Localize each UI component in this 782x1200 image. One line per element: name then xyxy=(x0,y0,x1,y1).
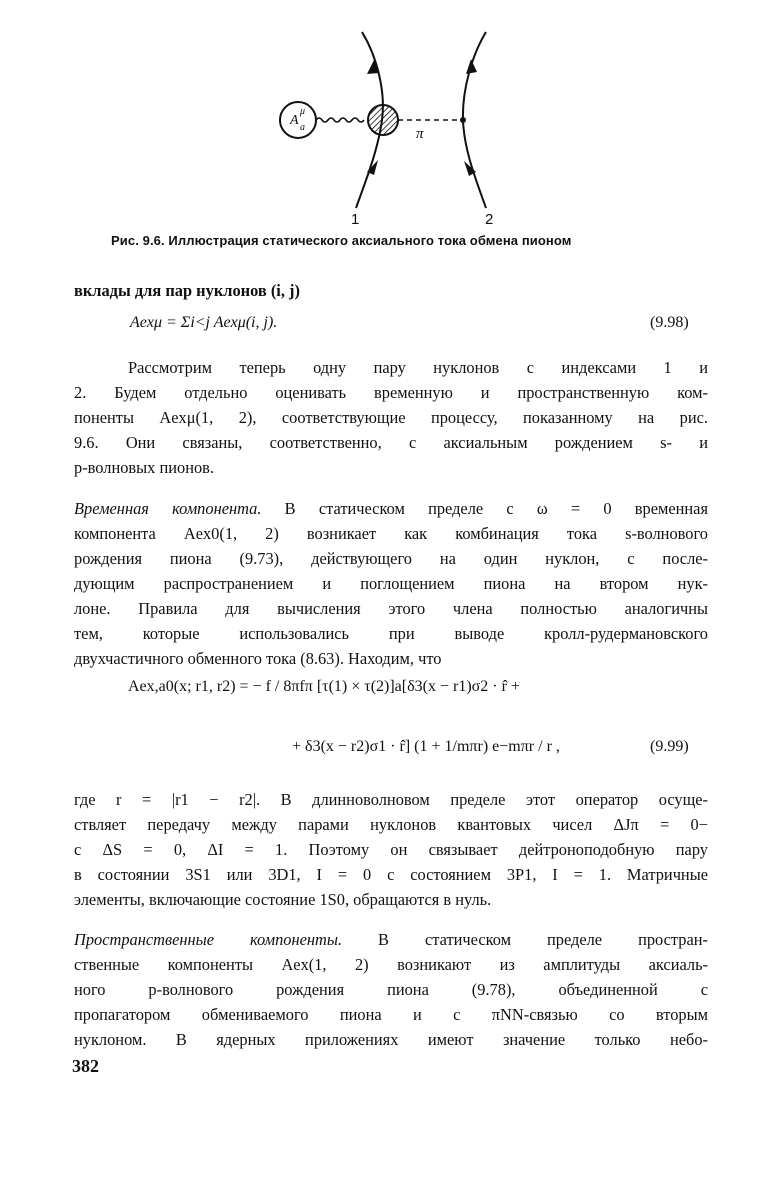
feynman-diagram-figure xyxy=(250,30,550,228)
text-line: дующим распространением и поглощением пиона на втором нук- xyxy=(74,574,708,593)
text-line: 2. Будем отдельно оценивать временную и пространственную ком- xyxy=(74,383,708,402)
text-line: тем, которые использовались при выводе кролл-рудермановского xyxy=(74,624,708,643)
equation-number-9-98: (9.98) xyxy=(650,314,689,331)
equation-9-99-line-2: + δ3(x − r2)σ1 · r̂] (1 + 1/mπr) e−mπr / r , xyxy=(292,738,560,755)
text-line: p-волновых пионов. xyxy=(74,458,214,477)
text-line: нуклоном. В ядерных приложениях имеют значение только небо- xyxy=(74,1030,708,1049)
text-line: ного p-волнового рождения пиона (9.78), объединенной с xyxy=(74,980,708,999)
text-line: поненты Aexμ(1, 2), соответствующие процессу, показанному на рис. xyxy=(74,408,708,427)
section-heading-line xyxy=(74,496,708,521)
equation-9-98: Aexμ = Σi<j Aexμ(i, j). xyxy=(130,314,278,331)
diagram-svg xyxy=(250,30,550,228)
text-line: где r = |r1 − r2|. В длинноволновом пределе этот оператор осуще- xyxy=(74,790,708,809)
text-line: двухчастичного обменного тока (8.63). Находим, что xyxy=(74,649,442,668)
text-line: 9.6. Они связаны, соответственно, с аксиальным рождением s- и xyxy=(74,433,708,452)
axial-wavy-line xyxy=(316,118,364,122)
source-label-mu: μ xyxy=(300,106,306,117)
section-heading: Пространственные компоненты. xyxy=(74,930,343,949)
nucleon-2-label: 2 xyxy=(485,211,494,228)
section-heading: Временная компонента. xyxy=(74,499,262,518)
section-heading-line xyxy=(74,927,708,952)
equation-number-9-99: (9.99) xyxy=(650,738,689,755)
hatched-vertex xyxy=(368,105,398,135)
text-line: вклады для пар нуклонов (i, j) xyxy=(74,281,300,300)
pion-vertex-dot xyxy=(460,117,466,123)
text-line: ствляет передачу между парами нуклонов квантовых чисел ΔJπ = 0− xyxy=(74,815,708,834)
text-line: лоне. Правила для вычисления этого члена полностью аналогичны xyxy=(74,599,708,618)
source-label-a: A xyxy=(290,113,299,128)
nucleon-1-label: 1 xyxy=(351,211,360,228)
text-line: рождения пиона (9.73), действующего на один нуклон, с после- xyxy=(74,549,708,568)
section-text: В статическом пределе простран- xyxy=(342,930,708,949)
text-line: компонента Aex0(1, 2) возникает как комбинация тока s-волнового xyxy=(74,524,708,543)
text-line: с ΔS = 0, ΔI = 1. Поэтому он связывает дейтроноподобную пару xyxy=(74,840,708,859)
text-line: в состоянии 3S1 или 3D1, I = 0 с состоянием 3P1, I = 1. Матричные xyxy=(74,865,708,884)
section-text: В статическом пределе с ω = 0 временная xyxy=(261,499,708,518)
source-label-a-sub: a xyxy=(300,122,305,133)
text-line: пропагатором обмениваемого пиона и с πNN-связью со вторым xyxy=(74,1005,708,1024)
text-line: элементы, включающие состояние 1S0, обращаются в нуль. xyxy=(74,890,492,909)
figure-caption: Рис. 9.6. Иллюстрация статического аксиального тока обмена пионом xyxy=(111,233,572,248)
page-number: 382 xyxy=(72,1056,99,1076)
text-line: Рассмотрим теперь одну пару нуклонов с индексами 1 и xyxy=(128,358,708,377)
equation-9-99-line-1: Aex,a0(x; r1, r2) = − f / 8πfπ [τ(1) × τ(2)]a[δ3(x − r1)σ2 · r̂ + xyxy=(128,678,520,695)
text-line: ственные компоненты Aex(1, 2) возникают из амплитуды аксиаль- xyxy=(74,955,708,974)
pion-label: π xyxy=(416,126,424,142)
nucleon-line-2 xyxy=(463,32,486,208)
arrow-icon xyxy=(466,59,477,74)
